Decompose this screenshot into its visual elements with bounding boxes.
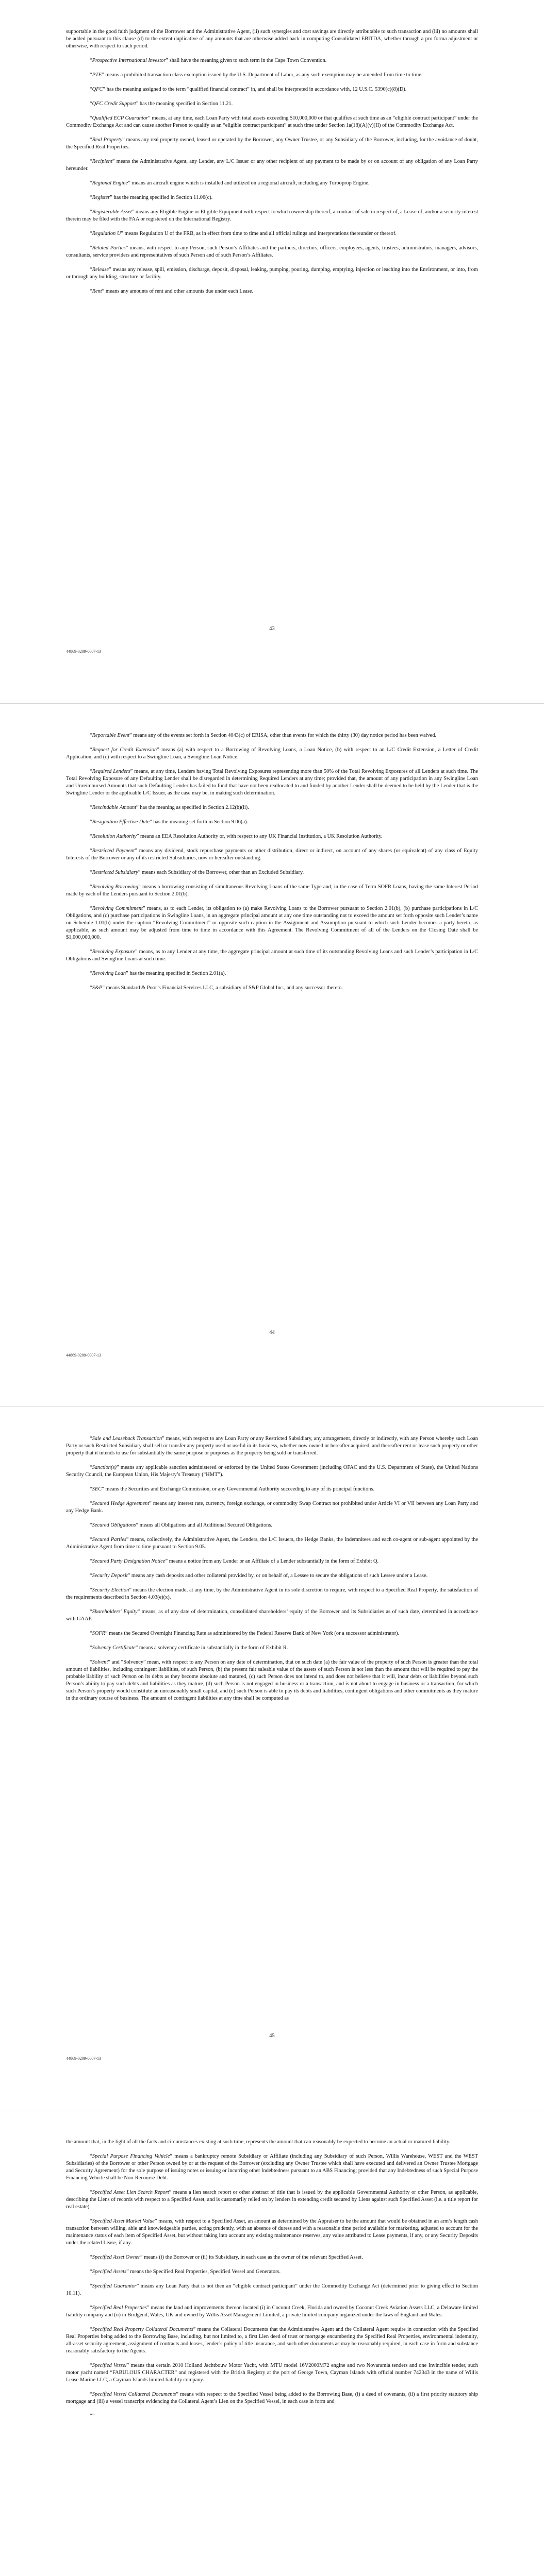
defined-term: Solvent <box>92 1659 108 1665</box>
definition-paragraph: “Specified Assets” means the Specified Real Properties, Specified Vessel and Generators. <box>90 2269 281 2275</box>
definition-text: means a notice from any Lender or an Affiliate of a Lender substantially in the form of Exhibit Q. <box>168 1558 379 1564</box>
definition-paragraph: “Restricted Payment” means any dividend, stock repurchase payments or other distribution, direct or indirect, on account of any shares (or equivalent) of any class of Equity Interests of the Borrower or any of its restricted Subsidiaries, now or hereafter outstanding. <box>66 848 478 861</box>
definition-text: means any release, spill, emission, discharge, deposit, disposal, leaking, pumping, pouring, dumping, emptying, injection or leaching into the Environment, or into, from or through any building, structure or facility. <box>66 267 478 280</box>
defined-term: Restricted Subsidiary <box>92 870 138 875</box>
definition-paragraph: “Restricted Subsidiary” means each Subsidiary of the Borrower, other than an Excluded Subsidiary. <box>90 870 304 875</box>
definition-paragraph: “Release” means any release, spill, emission, discharge, deposit, disposal, leaking, pumping, pouring, dumping, emptying, injection or leaching into the Environment, or into, from or through any building, structure or facility. <box>66 267 478 280</box>
definition-text: means the Administrative Agent, any Lender, any L/C Issuer or any other recipient of any payment to be made by or on account of any obligation of any Loan Party hereunder. <box>66 159 478 172</box>
definition-paragraph: “Required Lenders” means, at any time, Lenders having Total Revolving Exposures representing more than 50% of the Total Revolving Exposures of all Lenders at such time. The Total Revolving Exposure of any Defaulting Lender shall be disregarded in determining Required Lenders at any time; provided that, the amount of any participation in any Swingline Loan and Unreimbursed Amounts that such Defaulting Lender has failed to fund that have not been reallocated to and funded by another Lender shall be deemed to be held by the Lender that is the Swingline Lender or the applicable L/C Issuer, as the case may be, in making such determination. <box>66 769 479 796</box>
definition-text: means the Collateral Documents that the Administrative Agent and the Collateral Agent require in connection with the Specified Real Properties being added to the Borrowing Base, including, but not limited to, a first Lien deed of trust or mortgage encumbering the Specified Real Properties, environmental indemnity, all-asset security agreement, assignment of contracts and leases, lender’s policy of title insurance, and such other documents as may be reasonably required, in each case in form and substance reasonably satisfactory to the Agents. <box>66 2327 478 2354</box>
definition-paragraph: “Specified Vessel Collateral Documents” means with respect to the Specified Vessel being added to the Borrowing Base, (i) a deed of covenants, (ii) a first priority statutory ship mortgage and (iii) a vessel transcript evidencing the Collateral Agent’s Lien on the Specified Vessel, in each case in form and <box>66 2392 478 2404</box>
defined-term: Real Property <box>92 137 123 143</box>
definition-paragraph: “Registerable Asset” means any Eligible Engine or Eligible Equipment with respect to which ownership thereof, a contract of sale in respect of, a Lease of, and/or a security interest therein may be filed with the FAA or registered on the International Registry. <box>66 209 479 222</box>
definition-text: has the meaning set forth in Section 9.06(a). <box>152 819 249 825</box>
defined-term: Special Purpose Financing Vehicle <box>92 2154 170 2159</box>
defined-term: Specified Vessel Collateral Documents <box>92 2392 176 2397</box>
document-id: 44869-0209-0007-13 <box>66 1353 101 1358</box>
document-page <box>0 703 544 1406</box>
definition-text: means an aircraft engine which is installed and utilized on a regional aircraft, including any Turboprop Engine. <box>130 180 370 186</box>
definition-paragraph: “Regulation U” means Regulation U of the FRB, as in effect from time to time and all official rulings and interpretations thereunder or thereof. <box>90 231 397 236</box>
definition-text: means any dividend, stock repurchase payments or other distribution, direct or indirect, on account of any shares (or equivalent) of any class of Equity Interests of the Borrower or any of its restricted Subsidiaries, now or hereafter outstanding. <box>66 848 478 861</box>
definition-text: means the Securities and Exchange Commission, or any Governmental Authority succeeding to any of its principal functions. <box>104 1486 375 1492</box>
defined-term: Sale and Leaseback Transaction <box>92 1436 162 1442</box>
definition-paragraph: “Security Election” means the election made, at any time, by the Administrative Agent in its sole discretion to require, with respect to a Specified Real Property, the satisfaction of the requirements described in Section 4.03(e)(x). <box>66 1587 478 1600</box>
definition-paragraph: “Regional Engine” means an aircraft engine which is installed and utilized on a regional aircraft, including any Turboprop Engine. <box>90 180 370 186</box>
definition-text: means, with respect to any Loan Party or any Restricted Subsidiary, any arrangement, directly or indirectly, with any Person whereby such Loan Party or such Restricted Subsidiary shall sell or transfer any property used or useful in its business, whether now owned or hereafter acquired, and thereafter rent or lease such property or other property that it intends to use for substantially the same purpose or purposes as the property being sold or transferred. <box>66 1436 479 1456</box>
definition-text: means, with respect to any Person, such Person’s Affiliates and the partners, directors, officers, employees, agents, trustees, administrators, managers, advisors, consultants, service providers and representatives of such Person and of such Person’s Affiliates. <box>66 245 478 258</box>
definition-paragraph: “PTE” means a prohibited transaction class exemption issued by the U.S. Department of Labor, as any such exemption may be amended from time to time. <box>90 72 423 78</box>
definition-paragraph: “Qualified ECP Guarantor” means, at any time, each Loan Party with total assets exceeding $10,000,000 or that qualifies at such time as an “eligible contract participant” under the Commodity Exchange Act and can cause another Person to qualify as an “eligible contract participant” at such time under Section 1a(18)(A)(v)(II) of the Commodity Exchange Act. <box>66 115 478 128</box>
defined-term: Recipient <box>92 159 112 164</box>
defined-term: Revolving Exposure <box>92 949 135 955</box>
defined-term: Revolving Commitment <box>92 906 143 911</box>
definition-paragraph: “Shareholders’ Equity” means, as of any date of determination, consolidated shareholders’ equity of the Borrower and its Subsidiaries as of such date, determined in accordance with GAAP. <box>66 1609 478 1622</box>
definition-text: means that certain 2010 Holland Jachtbouw Motor Yacht, with MTU model 16V2000M72 engine and two Novaramia tenders and one Invincible tender, such motor yacht named “FABULOUS CHARACTER” and registered with the British Registry at the port of George Town, Cayman Islands with official number 742343 in the name of Willis Lease Marine LLC, a Cayman Islands limited liability company. <box>66 2363 478 2383</box>
definition-paragraph: “Secured Hedge Agreement” means any interest rate, currency, foreign exchange, or commodity Swap Contract not prohibited under Article VI or VII between any Loan Party and any Hedge Bank. <box>66 1501 478 1514</box>
definition-text: has the meaning specified in Section 2.01(a). <box>128 971 226 976</box>
definition-text: means any real property owned, leased or operated by the Borrower, any Owner Trustee, or any Subsidiary of the Borrower, including, for the avoidance of doubt, the Specified Real Properties. <box>66 137 478 150</box>
definition-text: means the Specified Real Properties, Specified Vessel and Generators. <box>128 2269 281 2275</box>
definition-text: means, at any time, each Loan Party with total assets exceeding $10,000,000 or that qualifies at such time as an “eligible contract participant” under the Commodity Exchange Act and can cause another Person to qualify as an “eligible contract participant” at such time under Section 1a(18)(A)(v)(II) of the Commodity Exchange Act. <box>66 115 478 128</box>
defined-term: PTE <box>92 72 102 78</box>
definition-text: means any applicable sanction administered or enforced by the United States Government (including OFAC and the U.S. Department of State), the United Nations Security Council, the European Union, His Majesty’s Treasury (“HMT”). <box>66 1465 478 1478</box>
defined-term: Secured Hedge Agreement <box>92 1501 150 1506</box>
defined-term: Prospective International Investor <box>92 58 166 63</box>
definition-paragraph: “Special Purpose Financing Vehicle” means a bankruptcy remote Subsidiary or Affiliate (including any Subsidiary of such Person, Willis Warehouse, WEST and the WEST Subsidiaries) of the Borrower or other Person owned by or at the request of the Borrower (excluding any Owner Trustee which shall have executed and delivered an Owner Trustee Mortgage and Security Agreement) for the sole purpose of issuing notes or issuing or incurring other Indebtedness pursuant to an ABS Financing; provided that any Indebtedness of such Special Purpose Financing Vehicle shall be Non-Recourse Debt. <box>66 2154 479 2181</box>
definition-text: means any Eligible Engine or Eligible Equipment with respect to which ownership thereof, a contract of sale in respect of, a Lease of, and/or a security interest therein may be filed with the FAA or registered on the International Registry. <box>66 209 479 222</box>
defined-term: Restricted Payment <box>92 848 135 854</box>
defined-term: Specified Asset Lien Search Report <box>92 2190 169 2195</box>
definition-text: means (i) the Borrower or (ii) its Subsidiary, in each case as the owner of the relevant Specified Asset. <box>142 2255 363 2260</box>
document-id: 44869-0209-0007-13 <box>66 649 101 654</box>
definition-text: and “Solvency” mean, with respect to any Person on any date of determination, that on such date (a) the fair value of the property of such Person is greater than the total amount of liabilities, including contingent liabilities, of such Person, (b) the present fair saleable value of the assets of such Person is not less than the amount that will be required to pay the probable liability of such Person on its debts as they become absolute and matured, (c) such Person does not intend to, and does not believe that it will, incur debts or liabilities beyond such Person’s ability to pay such debts and liabilities as they mature, (d) such Person is not engaged in business or a transaction, and is not about to engage in business or a transaction, for which such Person’s property would constitute an unreasonably small capital, and (e) such Person is able to pay its debts and liabilities, contingent obligations and other commitments as they mature in the ordinary course of business. The amount of contingent liabilities at any time shall be computed as <box>66 1659 478 1701</box>
defined-term: QFC Credit Support <box>92 101 136 107</box>
defined-term: Regional Engine <box>92 180 128 186</box>
definition-text: means a lien search report or other abstract of title that is issued by the applicable Governmental Authority or other Person, as applicable, describing the Liens of records with respect to a Specified Asset, and is customarily relied on by lenders in extending credit secured by Liens against such Specified Asset (i.e. a title report for real estate). <box>66 2190 478 2210</box>
document-page <box>0 1406 544 2110</box>
definition-text: means a prohibited transaction class exemption issued by the U.S. Department of Labor, as any such exemption may be amended from time to time. <box>104 72 423 78</box>
definition-text: means any amounts of rent and other amounts due under each Lease. <box>104 289 254 294</box>
defined-term: QFC <box>92 87 103 92</box>
defined-term: Revolving Loan <box>92 971 126 976</box>
definition-paragraph: “Sale and Leaseback Transaction” means, with respect to any Loan Party or any Restricted Subsidiary, any arrangement, directly or indirectly, with any Person whereby such Loan Party or such Restricted Subsidiary shall sell or transfer any property used or useful in its business, whether now owned or hereafter acquired, and thereafter rent or lease such property or other property that it intends to use for substantially the same purpose or purposes as the property being sold or transferred. <box>66 1436 479 1456</box>
defined-term: Register <box>92 195 110 200</box>
defined-term: Specified Guarantor <box>92 2283 137 2289</box>
defined-term: Secured Party Designation Notice <box>92 1558 166 1564</box>
definition-paragraph: “Revolving Commitment” means, as to each Lender, its obligation to (a) make Revolving Loans to the Borrower pursuant to Section 2.01(b), (b) purchase participations in L/C Obligations, and (c) purchase participations in Swingline Loans, in an aggregate principal amount at any one time outstanding not to exceed the amount set forth opposite such Lender’s name on Schedule 1.01(b) under the caption “Revolving Commitment” or opposite such caption in the Assignment and Assumption pursuant to which such Lender becomes a party hereto, as applicable, as such amount may be adjusted from time to time in accordance with this Agreement. The Revolving Commitment of all of the Lenders on the Closing Date shall be $1,000,000,000. <box>66 906 478 940</box>
defined-term: Security Deposit <box>92 1573 128 1579</box>
definition-text: means, with respect to a Specified Asset, an amount as determined by the Appraiser to be the amount that would be obtained in an arm’s length cash transaction between willing, able and knowledgeable parties, acting prudently, with an absence of duress and with a reasonable time period available for marketing, adjusted to account for the maintenance status of each item of Specified Asset, but without taking into account any existing maintenance reserves, any value attributed to Lease payments, if any, or any Security Deposits under the related Lease, if any. <box>66 2218 478 2246</box>
defined-term: Rent <box>92 289 102 294</box>
defined-term: Security Election <box>92 1587 129 1593</box>
defined-term: Regulation U <box>92 231 121 236</box>
definition-text: has the meaning specified in Section 11.06(c). <box>112 195 213 200</box>
definition-paragraph: “Specified Asset Market Value” means, with respect to a Specified Asset, an amount as determined by the Appraiser to be the amount that would be obtained in an arm’s length cash transaction between willing, able and knowledgeable parties, acting prudently, with an absence of duress and with a reasonable time period available for marketing, adjusted to account for the maintenance status of each item of Specified Asset, but without taking into account any existing maintenance reserves, any value attributed to Lease payments, if any, or any Security Deposits under the related Lease, if any. <box>66 2218 478 2246</box>
definition-text: means Regulation U of the FRB, as in effect from time to time and all official rulings and interpretations thereunder or thereof. <box>123 231 397 236</box>
definition-paragraph: “Secured Party Designation Notice” means a notice from any Lender or an Affiliate of a Lender substantially in the form of Exhibit Q. <box>90 1558 379 1564</box>
definition-paragraph: “Revolving Loan” has the meaning specified in Section 2.01(a). <box>90 971 226 976</box>
definition-paragraph: “” <box>90 2413 95 2419</box>
definition-paragraph: “S&P” means Standard & Poor’s Financial Services LLC, a subsidiary of S&P Global Inc., and any successor thereto. <box>90 985 343 991</box>
definition-text: means Standard & Poor’s Financial Services LLC, a subsidiary of S&P Global Inc., and any successor thereto. <box>104 985 343 991</box>
definition-text: means all Obligations and all Additional Secured Obligations. <box>138 1522 273 1528</box>
definition-paragraph: “Resolution Authority” means an EEA Resolution Authority or, with respect to any UK Financial Institution, a UK Resolution Authority. <box>90 834 383 839</box>
definition-paragraph: “Register” has the meaning specified in Section 11.06(c). <box>90 195 213 200</box>
definition-text: means (a) with respect to a Borrowing of Revolving Loans, a Loan Notice, (b) with respect to an L/C Credit Extension, a Letter of Credit Application, and (c) with respect to a Swingline Loan, a Swingline Loan Notice. <box>66 747 478 760</box>
definition-paragraph: “Recipient” means the Administrative Agent, any Lender, any L/C Issuer or any other recipient of any payment to be made by or on account of any obligation of any Loan Party hereunder. <box>66 159 478 172</box>
defined-term: SEC <box>92 1486 102 1492</box>
defined-term: Required Lenders <box>92 769 130 774</box>
definition-paragraph: “Security Deposit” means any cash deposits and other collateral provided by, or on behalf of, a Lessee to secure the obligations of such Lessee under a Lease. <box>90 1573 428 1579</box>
defined-term: Solvency Certificate <box>92 1645 136 1651</box>
definition-paragraph: “Solvency Certificate” means a solvency certificate in substantially in the form of Exhibit R. <box>90 1645 288 1651</box>
defined-term: S&P <box>92 985 103 991</box>
defined-term: Qualified ECP Guarantor <box>92 115 149 121</box>
definition-paragraph: “Reportable Event” means any of the events set forth in Section 4043(c) of ERISA, other than events for which the thirty (30) day notice period has been waived. <box>90 733 437 738</box>
definition-continuation: the amount that, in the light of all the facts and circumstances existing at such time, represents the amount that can reasonably be expected to become an actual or matured liability. <box>66 2139 451 2145</box>
definition-paragraph: “Rent” means any amounts of rent and other amounts due under each Lease. <box>90 289 254 294</box>
defined-term: Request for Credit Extension <box>92 747 157 753</box>
definition-text: means the election made, at any time, by the Administrative Agent in its sole discretion to require, with respect to a Specified Real Property, the satisfaction of the requirements described in Section 4.03(e)(x). <box>66 1587 478 1600</box>
defined-term: Specified Asset Owner <box>92 2255 140 2260</box>
definition-paragraph: “Secured Parties” means, collectively, the Administrative Agent, the Lenders, the L/C Issuers, the Hedge Banks, the Indemnitees and each co-agent or sub-agent appointed by the Administrative Agent from time to time pursuant to Section 9.05. <box>66 1537 478 1550</box>
defined-term: Revolving Borrowing <box>92 884 139 890</box>
definition-text: means the Secured Overnight Financing Rate as administered by the Federal Reserve Bank of New York (or a successor administrator). <box>107 1631 400 1636</box>
page-number: 43 <box>269 626 275 632</box>
document-page <box>0 0 544 703</box>
defined-term: SOFR <box>92 1631 106 1636</box>
definition-paragraph: “Related Parties” means, with respect to any Person, such Person’s Affiliates and the partners, directors, officers, employees, agents, trustees, administrators, managers, advisors, consultants, service providers and representatives of such Person and of such Person’s Affiliates. <box>66 245 478 258</box>
definition-text: means, as to any Lender at any time, the aggregate principal amount at such time of its outstanding Revolving Loans and such Lender’s participation in L/C Obligations and Swingline Loans at such time. <box>66 949 478 962</box>
definition-paragraph: “Resignation Effective Date” has the meaning set forth in Section 9.06(a). <box>90 819 249 825</box>
defined-term: Resolution Authority <box>92 834 137 839</box>
definition-paragraph: “Prospective International Investor” shall have the meaning given to such term in the Cape Town Convention. <box>90 58 327 63</box>
page-number: 44 <box>269 1330 275 1335</box>
definition-text: means, collectively, the Administrative Agent, the Lenders, the L/C Issuers, the Hedge Banks, the Indemnitees and each co-agent or sub-agent appointed by the Administrative Agent from time to time pursuant to Section 9.05. <box>66 1537 478 1550</box>
defined-term: Specified Asset Market Value <box>92 2218 155 2224</box>
definition-text: means the land and improvements thereon located (i) in Coconut Creek, Florida and owned by Coconut Creek Aviation Assets LLC, a Delaware limited liability company and (ii) in Bridgend, Wales, UK and owned by Willis Asset Management Limited, a private limited company organized under the laws of England and Wales. <box>66 2305 478 2318</box>
defined-term: Specified Real Properties <box>92 2305 147 2311</box>
definition-paragraph: “QFC” has the meaning assigned to the term “qualified financial contract” in, and shall be interpreted in accordance with, 12 U.S.C. 5390(c)(8)(D). <box>90 87 407 92</box>
definition-paragraph: “Real Property” means any real property owned, leased or operated by the Borrower, any Owner Trustee, or any Subsidiary of the Borrower, including, for the avoidance of doubt, the Specified Real Properties. <box>66 137 478 150</box>
definition-text: means with respect to the Specified Vessel being added to the Borrowing Base, (i) a deed of covenants, (ii) a first priority statutory ship mortgage and (iii) a vessel transcript evidencing the Collateral Agent’s Lien on the Specified Vessel, in each case in form and <box>66 2392 478 2404</box>
defined-term: Related Parties <box>92 245 126 251</box>
definition-paragraph: “Secured Obligations” means all Obligations and all Additional Secured Obligations. <box>90 1522 273 1528</box>
definition-text: means a solvency certificate in substantially in the form of Exhibit R. <box>138 1645 288 1651</box>
definition-paragraph: “SEC” means the Securities and Exchange Commission, or any Governmental Authority succeeding to any of its principal functions. <box>90 1486 375 1492</box>
definition-text: means a bankruptcy remote Subsidiary or Affiliate (including any Subsidiary of such Person, Willis Warehouse, WEST and the WEST Subsidiaries) of the Borrower or other Person owned by or at the request of the Borrower (excluding any Owner Trustee which shall have executed and delivered an Owner Trustee Mortgage and Security Agreement) for the sole purpose of issuing notes or issuing or incurring other Indebtedness pursuant to an ABS Financing; provided that any Indebtedness of such Special Purpose Financing Vehicle shall be Non-Recourse Debt. <box>66 2154 479 2181</box>
definition-text: means any Loan Party that is not then an “eligible contract participant” under the Commodity Exchange Act (determined prior to giving effect to Section 10.11). <box>66 2283 478 2296</box>
definition-paragraph: “Revolving Borrowing” means a borrowing consisting of simultaneous Revolving Loans of the same Type and, in the case of Term SOFR Loans, having the same Interest Period made by each of the Lenders pursuant to Section 2.01(b). <box>66 884 478 897</box>
document-page <box>0 2110 544 2576</box>
definition-text: means, as to each Lender, its obligation to (a) make Revolving Loans to the Borrower pursuant to Section 2.01(b), (b) purchase participations in L/C Obligations, and (c) purchase participations in Swingline Loans, in an aggregate principal amount at any one time outstanding not to exceed the amount set forth opposite such Lender’s name on Schedule 1.01(b) under the caption “Revolving Commitment” or opposite such caption in the Assignment and Assumption pursuant to which such Lender becomes a party hereto, as applicable, as such amount may be adjusted from time to time in accordance with this Agreement. The Revolving Commitment of all of the Lenders on the Closing Date shall be $1,000,000,000. <box>66 906 478 940</box>
defined-term: Specified Assets <box>92 2269 127 2275</box>
defined-term: Specified Real Property Collateral Documents <box>92 2327 193 2332</box>
document-id: 44869-0209-0007-13 <box>66 2056 101 2061</box>
definition-paragraph: “Specified Asset Lien Search Report” means a lien search report or other abstract of title that is issued by the applicable Governmental Authority or other Person, as applicable, describing the Liens of records with respect to a Specified Asset, and is customarily relied on by lenders in extending credit secured by Liens against such Specified Asset (i.e. a title report for real estate). <box>66 2190 478 2210</box>
definition-text: means each Subsidiary of the Borrower, other than an Excluded Subsidiary. <box>140 870 304 875</box>
defined-term: Shareholders’ Equity <box>92 1609 138 1615</box>
definition-paragraph: “Specified Real Property Collateral Documents” means the Collateral Documents that the Administrative Agent and the Collateral Agent require in connection with the Specified Real Properties being added to the Borrowing Base, including, but not limited to, a first Lien deed of trust or mortgage encumbering the Specified Real Properties, environmental indemnity, all-asset security agreement, assignment of contracts and leases, lender’s policy of title insurance, and such other documents as may be reasonably required, in each case in form and substance reasonably satisfactory to the Agents. <box>66 2327 478 2354</box>
definition-text: has the meaning assigned to the term “qualified financial contract” in, and shall be interpreted in accordance with, 12 U.S.C. 5390(c)(8)(D). <box>105 87 407 92</box>
definition-text: means any interest rate, currency, foreign exchange, or commodity Swap Contract not prohibited under Article VI or VII between any Loan Party and any Hedge Bank. <box>66 1501 478 1514</box>
defined-term: Specified Vessel <box>92 2363 127 2368</box>
definition-text: means, as of any date of determination, consolidated shareholders’ equity of the Borrower and its Subsidiaries as of such date, determined in accordance with GAAP. <box>66 1609 478 1622</box>
defined-term: Secured Obligations <box>92 1522 136 1528</box>
definition-paragraph: “Specified Real Properties” means the land and improvements thereon located (i) in Coconut Creek, Florida and owned by Coconut Creek Aviation Assets LLC, a Delaware limited liability company and (ii) in Bridgend, Wales, UK and owned by Willis Asset Management Limited, a private limited company organized under the laws of England and Wales. <box>66 2305 478 2318</box>
defined-term: Secured Parties <box>92 1537 126 1543</box>
defined-term: Sanction(s) <box>92 1465 117 1470</box>
definition-paragraph: “Solvent” and “Solvency” mean, with respect to any Person on any date of determination, that on such date (a) the fair value of the property of such Person is greater than the total amount of liabilities, including contingent liabilities, of such Person, (b) the present fair saleable value of the assets of such Person is not less than the amount that will be required to pay the probable liability of such Person on its debts as they become absolute and matured, (c) such Person does not intend to, and does not believe that it will, incur debts or liabilities beyond such Person’s ability to pay such debts and liabilities as they mature, (d) such Person is not engaged in business or a transaction, and is not about to engage in business or a transaction, for which such Person’s property would constitute an unreasonably small capital, and (e) such Person is able to pay its debts and liabilities, contingent obligations and other commitments as they mature in the ordinary course of business. The amount of contingent liabilities at any time shall be computed as <box>66 1659 478 1701</box>
definition-paragraph: “Specified Guarantor” means any Loan Party that is not then an “eligible contract participant” under the Commodity Exchange Act (determined prior to giving effect to Section 10.11). <box>66 2283 478 2296</box>
definition-paragraph: “Specified Asset Owner” means (i) the Borrower or (ii) its Subsidiary, in each case as the owner of the relevant Specified Asset. <box>90 2255 363 2260</box>
definition-paragraph: “Request for Credit Extension” means (a) with respect to a Borrowing of Revolving Loans, a Loan Notice, (b) with respect to an L/C Credit Extension, a Letter of Credit Application, and (c) with respect to a Swingline Loan, a Swingline Loan Notice. <box>66 747 478 760</box>
definition-text: means a borrowing consisting of simultaneous Revolving Loans of the same Type and, in the case of Term SOFR Loans, having the same Interest Period made by each of the Lenders pursuant to Section 2.01(b). <box>66 884 478 897</box>
definition-text: means any of the events set forth in Section 4043(c) of ERISA, other than events for which the thirty (30) day notice period has been waived. <box>131 733 437 738</box>
definition-paragraph: “Specified Vessel” means that certain 2010 Holland Jachtbouw Motor Yacht, with MTU model 16V2000M72 engine and two Novaramia tenders and one Invincible tender, such motor yacht named “FABULOUS CHARACTER” and registered with the British Registry at the port of George Town, Cayman Islands with official number 742343 in the name of Willis Lease Marine LLC, a Cayman Islands limited liability company. <box>66 2363 478 2383</box>
defined-term: Reportable Event <box>92 733 130 738</box>
definition-text: means any cash deposits and other collateral provided by, or on behalf of, a Lessee to secure the obligations of such Lessee under a Lease. <box>130 1573 428 1579</box>
defined-term: Resignation Effective Date <box>92 819 150 825</box>
definition-text: shall have the meaning given to such term in the Cape Town Convention. <box>168 58 327 63</box>
definition-text: has the meaning specified in Section 11.21. <box>138 101 233 107</box>
definition-paragraph: “Sanction(s)” means any applicable sanction administered or enforced by the United States Government (including OFAC and the U.S. Department of State), the United Nations Security Council, the European Union, His Majesty’s Treasury (“HMT”). <box>66 1465 478 1478</box>
defined-term: Registerable Asset <box>92 209 132 215</box>
definition-continuation: supportable in the good faith judgment of the Borrower and the Administrative Agent, (ii) such synergies and cost savings are directly attributable to such transaction and (iii) no amounts shall be added pursuant to this clause (d) to the extent duplicative of any amounts that are otherwise added back in computing Consolidated EBITDA, whether through a pro forma adjustment or otherwise, with respect to such period. <box>66 29 478 49</box>
definition-text: means, at any time, Lenders having Total Revolving Exposures representing more than 50% of the Total Revolving Exposures of all Lenders at such time. The Total Revolving Exposure of any Defaulting Lender shall be disregarded in determining Required Lenders at any time; provided that, the amount of any participation in any Swingline Loan and Unreimbursed Amounts that such Defaulting Lender has failed to fund that have not been reallocated to and funded by another Lender shall be deemed to be held by the Lender that is the Swingline Lender or the applicable L/C Issuer, as the case may be, in making such determination. <box>66 769 479 796</box>
definition-paragraph: “Rescindable Amount” has the meaning as specified in Section 2.12(b)(ii). <box>90 805 249 810</box>
page-number: 45 <box>269 2033 275 2039</box>
definition-paragraph: “Revolving Exposure” means, as to any Lender at any time, the aggregate principal amount at such time of its outstanding Revolving Loans and such Lender’s participation in L/C Obligations and Swingline Loans at such time. <box>66 949 478 962</box>
definition-text: means an EEA Resolution Authority or, with respect to any UK Financial Institution, a UK Resolution Authority. <box>139 834 383 839</box>
definition-text: has the meaning as specified in Section 2.12(b)(ii). <box>138 805 249 810</box>
defined-term: Rescindable Amount <box>92 805 137 810</box>
definition-paragraph: “SOFR” means the Secured Overnight Financing Rate as administered by the Federal Reserve Bank of New York (or a successor administrator). <box>90 1631 400 1636</box>
defined-term: Release <box>92 267 109 273</box>
definition-paragraph: “QFC Credit Support” has the meaning specified in Section 11.21. <box>90 101 233 107</box>
